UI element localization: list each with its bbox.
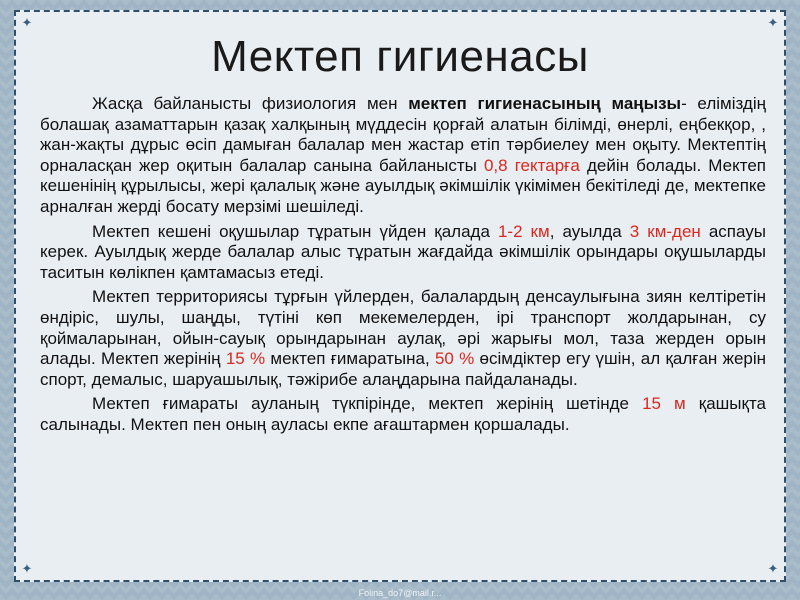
p2-text-a: Мектеп кешені оқушылар тұратын үйден қалада [92,221,498,241]
corner-ornament-icon: ✦ [767,15,779,30]
p2-text-e: аспауы керек. Ауылдық жерде балалар алыс тұратын жағдайда әкімшілік орындары оқушыларды таситын көлікпен қамтамасыз етеді. [40,221,766,282]
paragraph-1 [40,94,766,218]
p4-text-a: Мектеп ғимараты ауланың түкпірінде, мектеп жерінің шетінде [92,394,643,414]
p4-highlight: 15 м [642,394,686,414]
paragraph-4 [40,394,766,435]
p4-text-c: қашықта салынады. Мектеп пен оның ауласы екпе ағаштармен қоршалады. [40,394,766,434]
slide-title: Мектеп гигиенасы [211,32,589,81]
slide-frame [14,10,786,582]
p1-text-c: - еліміздің болашақ азаматтарын қазақ халқының мүддесін қорғай алатын білімді, өнерлі, еңбекқор, , жан-жақты дұрыс өсіп дамыған балалар мен жастар етіп тәрбиелеу мен оқыту. Мектептің орналасқан жер оқитын балалар санына байланысты [40,94,766,175]
p1-bold: мектеп гигиенасының маңызы [408,94,682,113]
p2-highlight-city: 1-2 км [497,221,550,241]
paragraph-2 [40,222,766,284]
p1-highlight: 0,8 гектарға [483,155,580,175]
p3-text-a: Мектеп территориясы тұрғын үйлерден, балалардың денсаулығына зиян келтіретін өндіріс, шулы, шаңды, түтіні көп мекемелерден, ірі транспорт жолдарынан, су қоймаларынан, ойын-сауық орындарынан аулақ, әрі жарығы мол, таза жерден орын алады. Мектеп жерінің [40,287,766,369]
p3-highlight-50: 50 % [434,349,475,369]
corner-ornament-icon: ✦ [21,15,33,30]
body-text [40,94,766,440]
p2-highlight-village: 3 км-ден [629,221,701,241]
corner-ornament-icon: ✦ [767,561,779,576]
p1-text-e: дейін болады. Мектеп кешенінің құрылысы, жері қалалық және ауылдық әкімшілік үкімімен бекітіледі де, мектепке арналған жерді босату мерзімі шешіледі. [40,155,766,216]
footer-email: Folina_do7@mail.r... [358,588,442,598]
p3-text-c: мектеп ғимаратына, [265,349,435,369]
corner-ornament-icon: ✦ [21,561,33,576]
p2-text-c: , ауылда [549,221,630,241]
p3-highlight-15: 15 % [225,349,266,369]
p1-text-a: Жасқа байланысты физиология мен [92,94,409,113]
p3-text-e: өсімдіктер егу үшін, ал қалған жерін спорт, демалыс, шаруашылық, тәжірибе алаңдарына пайдаланады. [40,349,767,389]
paragraph-3 [40,287,766,390]
